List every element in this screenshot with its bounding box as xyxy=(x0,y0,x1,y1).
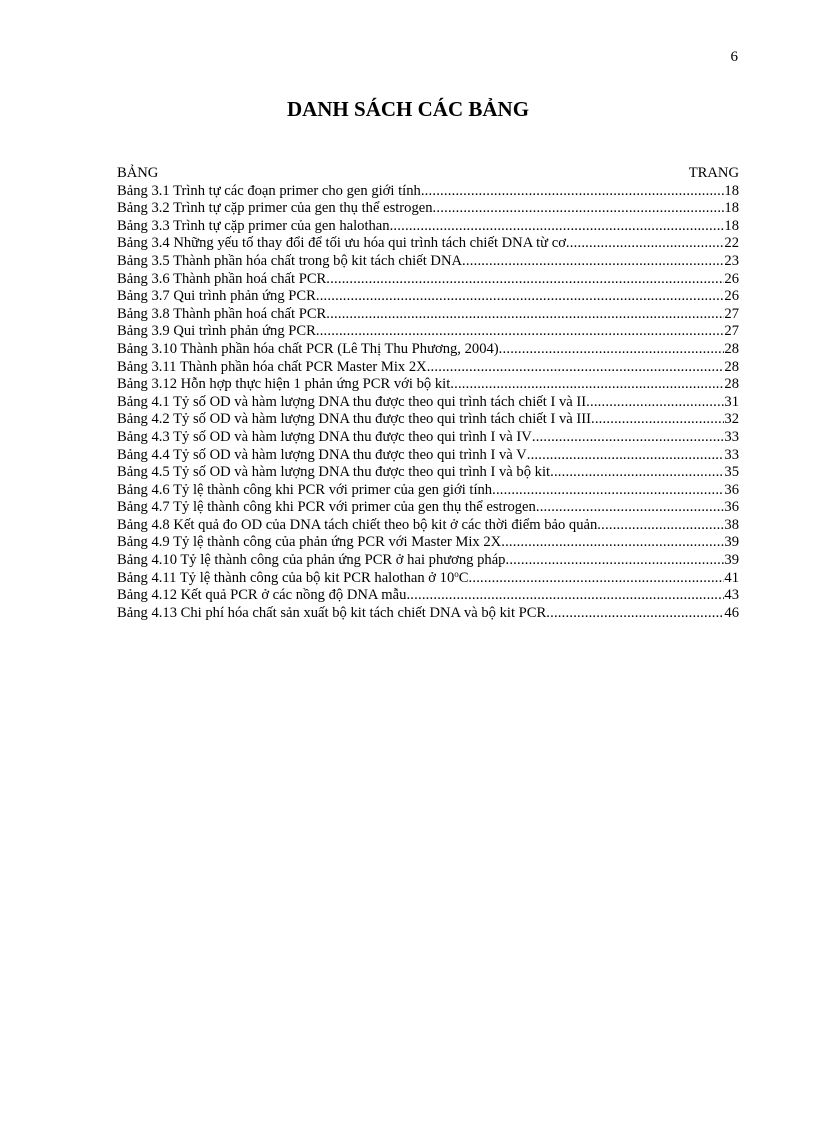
toc-entry-page: 41 xyxy=(724,569,739,586)
toc-entry-page: 26 xyxy=(724,270,739,287)
toc-entry xyxy=(117,271,739,289)
toc-entry-title: Bảng 3.12 Hỗn hợp thực hiện 1 phản ứng PCR với bộ kit xyxy=(117,376,451,393)
toc-entry-page: 18 xyxy=(724,217,739,234)
dot-leader xyxy=(505,552,724,570)
toc-entry-page: 33 xyxy=(724,428,739,445)
toc-entry-page: 18 xyxy=(724,182,739,199)
toc-entry-title: Bảng 4.7 Tỷ lệ thành công khi PCR với primer của gen thụ thể estrogen xyxy=(117,499,536,516)
toc-entry xyxy=(117,183,739,201)
toc-entry xyxy=(117,288,739,306)
dot-leader xyxy=(421,183,725,201)
toc-entry-title: Bảng 3.5 Thành phần hóa chất trong bộ kit tách chiết DNA xyxy=(117,252,463,269)
toc-entry-title: Bảng 3.4 Những yếu tố thay đổi để tối ưu hóa qui trình tách chiết DNA từ cơ xyxy=(117,235,566,252)
table-of-tables xyxy=(117,165,739,622)
dot-leader xyxy=(501,534,724,552)
dot-leader xyxy=(492,482,724,500)
toc-entry-title-suffix: C xyxy=(458,569,469,586)
toc-entry xyxy=(117,306,739,324)
toc-entry xyxy=(117,235,739,253)
toc-entry xyxy=(117,482,739,500)
dot-leader xyxy=(316,323,725,341)
dot-leader xyxy=(527,447,725,465)
toc-entry-title: Bảng 3.9 Qui trình phản ứng PCR xyxy=(117,323,316,340)
degree-superscript: o xyxy=(454,569,459,579)
toc-entry xyxy=(117,376,739,394)
dot-leader xyxy=(316,288,725,306)
toc-entry-title: Bảng 4.12 Kết quả PCR ở các nồng độ DNA mẫu xyxy=(117,587,407,604)
toc-entry-title: Bảng 3.8 Thành phần hoá chất PCR xyxy=(117,305,327,322)
toc-entry-title: Bảng 4.8 Kết quả đo OD của DNA tách chiết theo bộ kit ở các thời điểm bảo quản xyxy=(117,516,598,533)
dot-leader xyxy=(536,499,725,517)
dot-leader xyxy=(433,200,725,218)
toc-entry xyxy=(117,411,739,429)
toc-entry xyxy=(117,218,739,236)
toc-entry-title: Bảng 3.3 Trình tự cặp primer của gen halothan xyxy=(117,217,390,234)
toc-header xyxy=(117,165,739,183)
toc-entry-page: 27 xyxy=(724,323,739,340)
toc-entry-page: 28 xyxy=(724,376,739,393)
toc-header-left: BẢNG xyxy=(117,165,159,181)
toc-entry-title: Bảng 3.7 Qui trình phản ứng PCR xyxy=(117,288,316,305)
toc-entry xyxy=(117,534,739,552)
toc-entry xyxy=(117,464,739,482)
toc-entry-page: 18 xyxy=(724,200,739,217)
dot-leader xyxy=(326,306,724,324)
toc-entry-title: Bảng 4.3 Tỷ số OD và hàm lượng DNA thu được theo qui trình I và IV xyxy=(117,428,532,445)
dot-leader xyxy=(499,341,725,359)
toc-entry-page: 32 xyxy=(724,411,739,428)
toc-entry xyxy=(117,552,739,570)
toc-entry-title: Bảng 4.9 Tỷ lệ thành công của phản ứng PCR với Master Mix 2X xyxy=(117,534,502,551)
dot-leader xyxy=(469,570,725,588)
toc-entry xyxy=(117,359,739,377)
toc-entry-page: 39 xyxy=(724,552,739,569)
toc-entry-title: Bảng 3.2 Trình tự cặp primer của gen thụ thể estrogen xyxy=(117,200,433,217)
toc-entry-page: 43 xyxy=(724,587,739,604)
toc-entry xyxy=(117,341,739,359)
toc-entry xyxy=(117,323,739,341)
dot-leader xyxy=(326,271,724,289)
toc-entry-page: 23 xyxy=(724,252,739,269)
toc-header-right: TRANG xyxy=(688,165,739,181)
toc-entry-title: Bảng 3.10 Thành phần hóa chất PCR (Lê Thị Thu Phương, 2004) xyxy=(117,340,499,357)
toc-entry-page: 31 xyxy=(724,393,739,410)
dot-leader xyxy=(532,429,725,447)
toc-entry-page: 26 xyxy=(724,288,739,305)
toc-entry-title: Bảng 4.10 Tỷ lệ thành công của phản ứng PCR ở hai phương pháp xyxy=(117,552,506,569)
dot-leader xyxy=(462,253,724,271)
toc-entry-page: 39 xyxy=(724,534,739,551)
toc-entry-page: 35 xyxy=(724,464,739,481)
toc-entry-title: Bảng 4.13 Chi phí hóa chất sản xuất bộ kit tách chiết DNA và bộ kit PCR xyxy=(117,604,547,621)
dot-leader xyxy=(566,235,724,253)
toc-entry xyxy=(117,200,739,218)
toc-entry-title: Bảng 4.4 Tỷ số OD và hàm lượng DNA thu được theo qui trình I và V xyxy=(117,446,527,463)
dot-leader xyxy=(597,517,724,535)
toc-entry xyxy=(117,570,739,588)
toc-entry-title-text: Bảng 4.11 Tỷ lệ thành công của bộ kit PCR halothan ở 10 xyxy=(117,569,455,586)
toc-entry-page: 27 xyxy=(724,305,739,322)
dot-leader xyxy=(586,394,724,412)
toc-entry-page: 36 xyxy=(724,499,739,516)
toc-entry xyxy=(117,429,739,447)
toc-entry xyxy=(117,605,739,623)
dot-leader xyxy=(546,605,724,623)
page-number: 6 xyxy=(730,49,738,65)
toc-entry-title: Bảng 4.6 Tỷ lệ thành công khi PCR với primer của gen giới tính xyxy=(117,481,493,498)
toc-entry-title: Bảng 4.1 Tỷ số OD và hàm lượng DNA thu được theo qui trình tách chiết I và II xyxy=(117,393,587,410)
toc-entry-page: 33 xyxy=(724,446,739,463)
toc-entry xyxy=(117,517,739,535)
toc-entry-page: 28 xyxy=(724,340,739,357)
dot-leader xyxy=(591,411,724,429)
toc-entry-page: 46 xyxy=(724,604,739,621)
dot-leader xyxy=(427,359,725,377)
toc-entry-title: Bảng 3.11 Thành phần hóa chất PCR Master Mix 2X xyxy=(117,358,427,375)
toc-entry xyxy=(117,447,739,465)
toc-entry xyxy=(117,587,739,605)
toc-entry xyxy=(117,394,739,412)
dot-leader xyxy=(406,587,724,605)
dot-leader xyxy=(450,376,724,394)
toc-entry-page: 28 xyxy=(724,358,739,375)
toc-entry-title: Bảng 3.6 Thành phần hoá chất PCR xyxy=(117,270,327,287)
toc-entry-title: Bảng 4.5 Tỷ số OD và hàm lượng DNA thu được theo qui trình I và bộ kit xyxy=(117,464,551,481)
toc-entry-title xyxy=(117,570,469,588)
toc-entry-page: 38 xyxy=(724,516,739,533)
toc-entry-title: Bảng 3.1 Trình tự các đoạn primer cho gen giới tính xyxy=(117,182,421,199)
dot-leader xyxy=(550,464,724,482)
toc-entry xyxy=(117,499,739,517)
dot-leader xyxy=(390,218,725,236)
toc-entry-page: 36 xyxy=(724,481,739,498)
toc-entry-title: Bảng 4.2 Tỷ số OD và hàm lượng DNA thu được theo qui trình tách chiết I và III xyxy=(117,411,591,428)
toc-entry-page: 22 xyxy=(724,235,739,252)
toc-entry xyxy=(117,253,739,271)
page-title: DANH SÁCH CÁC BẢNG xyxy=(286,97,530,121)
